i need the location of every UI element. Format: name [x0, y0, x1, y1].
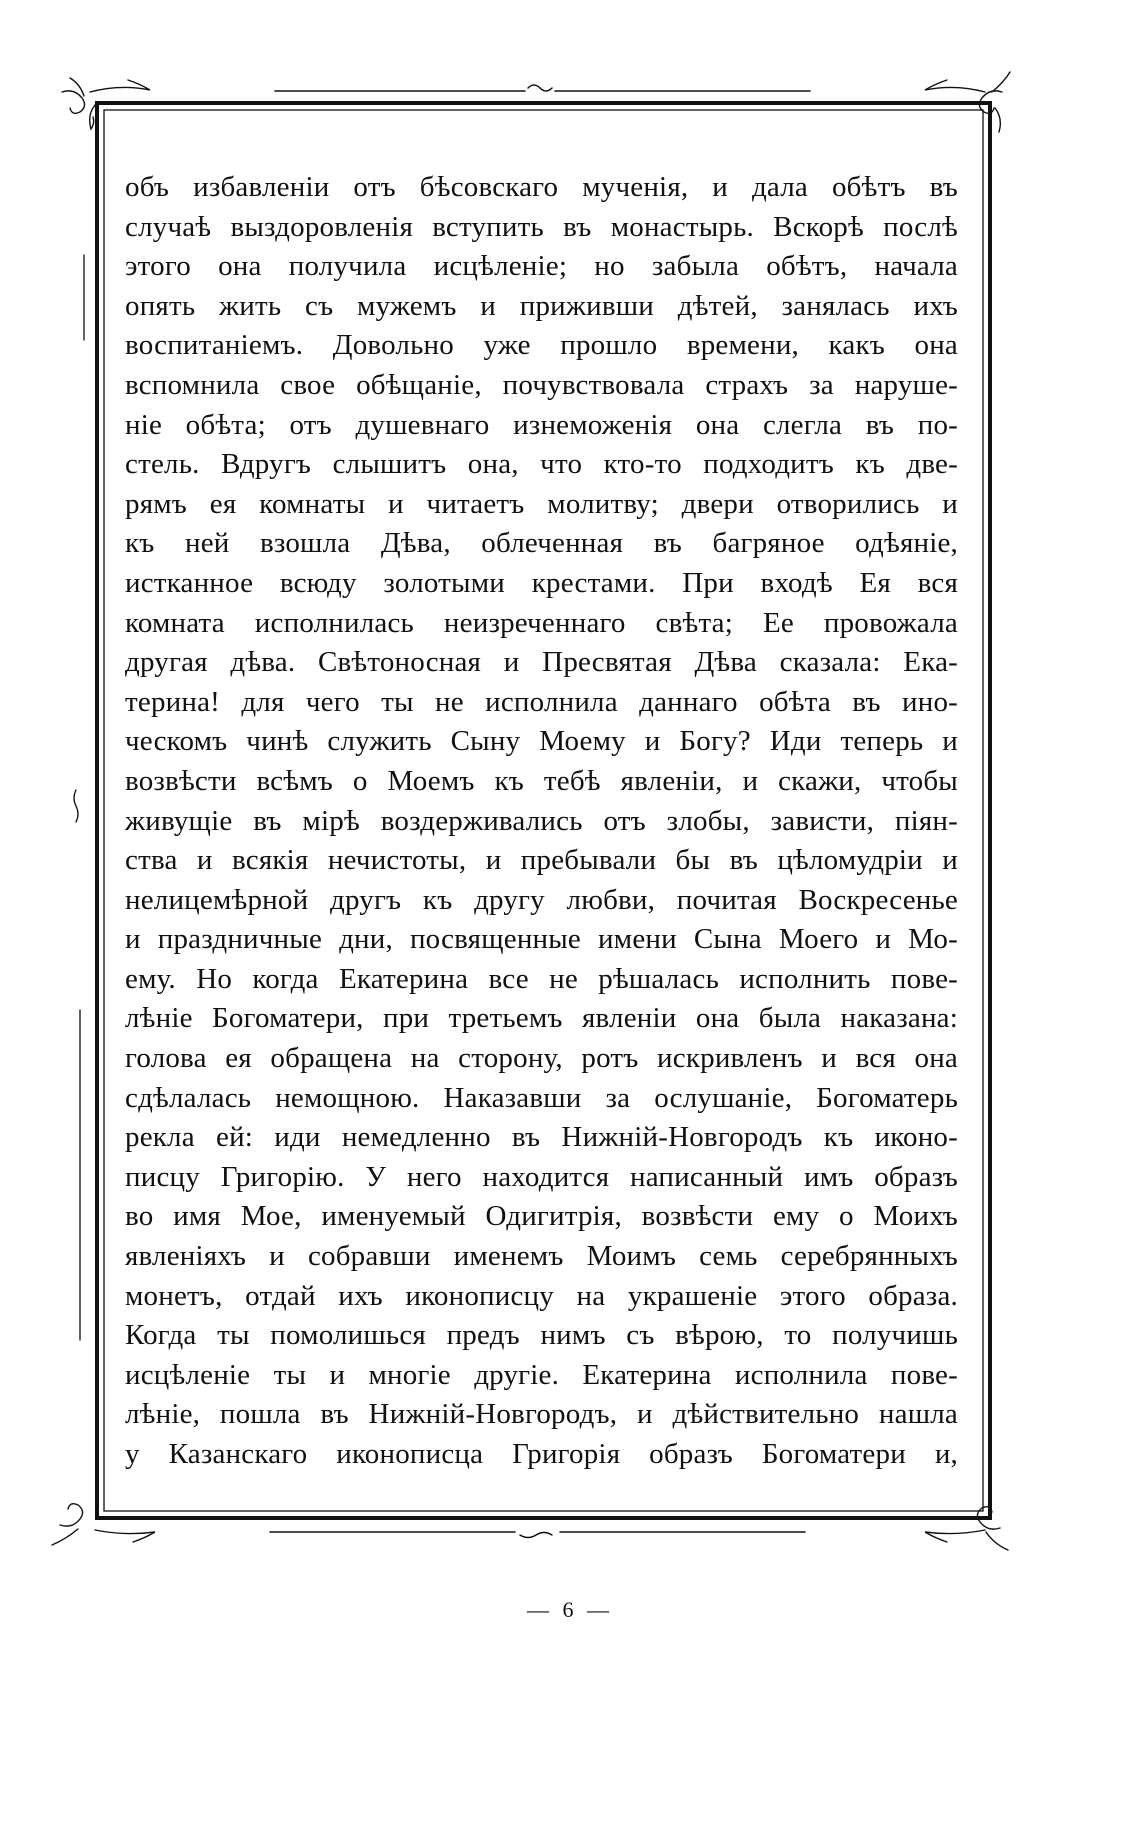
- text-line: писцу Григорію. У него находится написанный имъ образъ: [125, 1160, 958, 1193]
- text-line: комната исполнилась неизреченнаго свѣта; Ее провожала: [125, 606, 958, 639]
- text-line: возвѣсти всѣмъ о Моемъ къ тебѣ явленіи, и скажи, чтобы: [125, 764, 958, 797]
- body-text: [125, 168, 958, 1475]
- text-line: ему. Но когда Екатерина все не рѣшалась исполнить пове-: [125, 962, 958, 995]
- text-line: опять жить съ мужемъ и приживши дѣтей, занялась ихъ: [125, 289, 958, 322]
- text-line: явленіяхъ и собравши именемъ Моимъ семь серебрянныхъ: [125, 1240, 958, 1273]
- text-line: монетъ, отдай ихъ иконописцу на украшеніе этого образа.: [125, 1279, 958, 1312]
- text-line: объ избавленіи отъ бѣсовскаго мученія, и дала обѣтъ въ: [125, 171, 958, 203]
- text-line: терина! для чего ты не исполнила даннаго обѣта въ ино-: [125, 685, 958, 718]
- text-line: сдѣлалась немощною. Наказавши за ослушаніе, Богоматерь: [125, 1081, 958, 1114]
- text-line: нелицемѣрной другъ къ другу любви, почитая Воскресенье: [125, 883, 958, 916]
- text-line: стель. Вдругъ слышитъ она, что кто-то подходитъ къ две-: [125, 448, 958, 481]
- text-line: случаѣ выздоровленія вступить въ монастырь. Вскорѣ послѣ: [125, 210, 958, 243]
- text-line: лѣніе, пошла въ Нижній-Новгородъ, и дѣйствительно нашла: [125, 1398, 958, 1431]
- text-line: рямъ ея комнаты и читаетъ молитву; двери отворились и: [125, 487, 958, 520]
- text-line: исцѣленіе ты и многіе другіе. Екатерина исполнила пове-: [125, 1358, 958, 1391]
- text-line: къ ней взошла Дѣва, облеченная въ багряное одѣяніе,: [125, 527, 958, 560]
- text-line: Когда ты помолишься предъ нимъ съ вѣрою, то получишь: [125, 1319, 958, 1352]
- text-line: и праздничные дни, посвященные имени Сына Моего и Мо-: [125, 923, 958, 956]
- text-line: голова ея обращена на сторону, ротъ искривленъ и вся она: [125, 1042, 958, 1075]
- text-line: рекла ей: иди немедленно въ Нижній-Новгородъ къ иконо-: [125, 1121, 958, 1154]
- text-line: лѣніе Богоматери, при третьемъ явленіи она была наказана:: [125, 1002, 958, 1035]
- text-line: во имя Мое, именуемый Одигитрія, возвѣсти ему о Моихъ: [125, 1200, 958, 1233]
- text-line: у Казанскаго иконописца Григорія образъ Богоматери и,: [125, 1438, 958, 1470]
- text-line: живущіе въ мірѣ воздерживались отъ злобы, зависти, піян-: [125, 804, 958, 837]
- text-line: ческомъ чинѣ служить Сыну Моему и Богу? Иди теперь и: [125, 725, 958, 758]
- text-line: воспитаніемъ. Довольно уже прошло времени, какъ она: [125, 329, 958, 362]
- text-line: другая дѣва. Свѣтоносная и Пресвятая Дѣва сказала: Ека-: [125, 646, 958, 679]
- text-line: ніе обѣта; отъ душевнаго изнеможенія она слегла въ по-: [125, 408, 958, 441]
- text-line: истканное всюду золотыми крестами. При входѣ Ея вся: [125, 566, 958, 599]
- text-line: ства и всякія нечистоты, и пребывали бы въ цѣломудріи и: [125, 844, 958, 877]
- text-line: этого она получила исцѣленіе; но забыла обѣтъ, начала: [125, 250, 958, 283]
- text-line: вспомнила свое обѣщаніе, почувствовала страхъ за наруше-: [125, 368, 958, 401]
- page-number: — 6 —: [527, 1597, 613, 1622]
